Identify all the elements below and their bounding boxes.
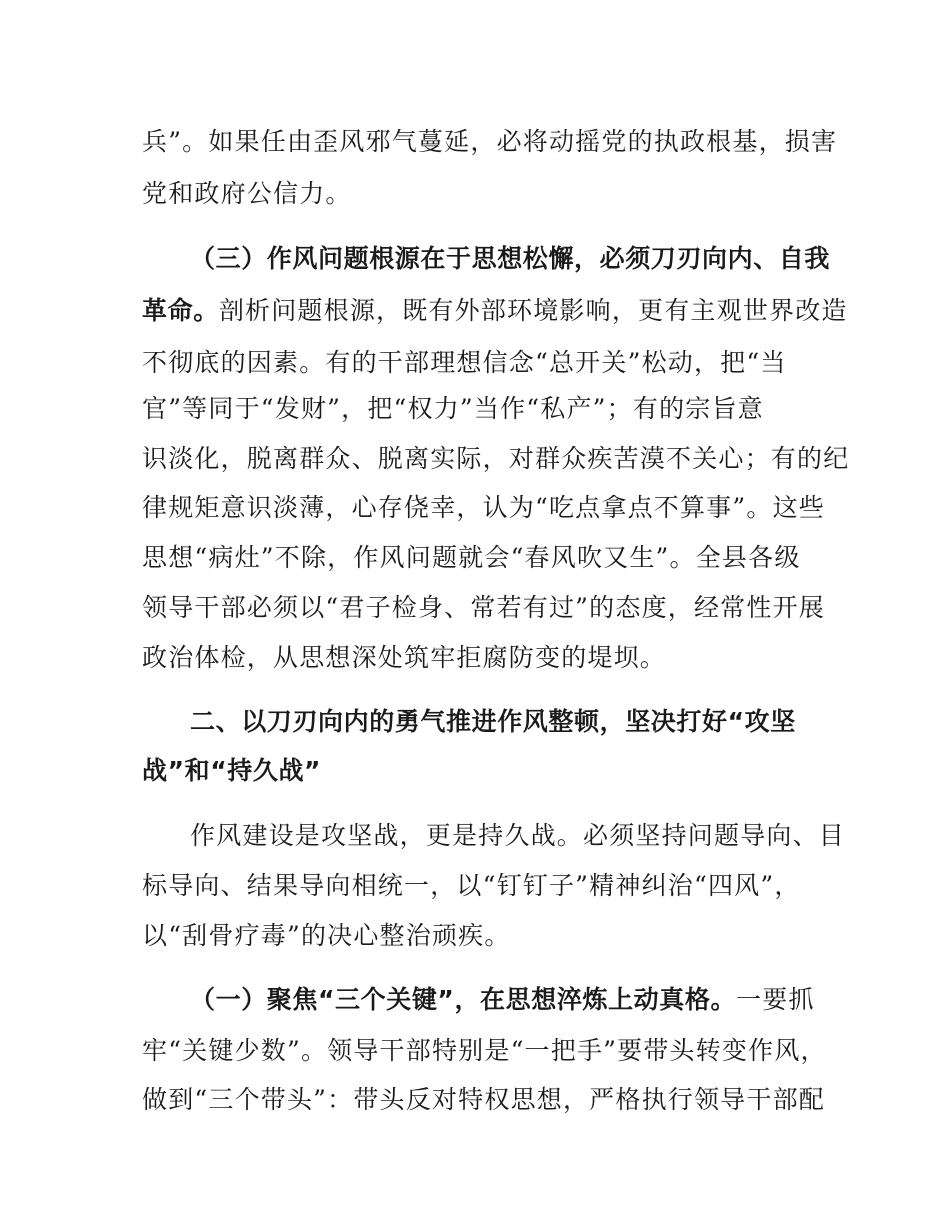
paragraph-line (190, 820, 880, 852)
body-text: 一要抓 (736, 985, 815, 1014)
paragraph-line (142, 642, 832, 674)
paragraph-line (142, 347, 832, 379)
subheading-line (190, 984, 880, 1016)
paragraph-line (142, 592, 832, 624)
body-text: 政治体检，从思想深处筑牢拒腐防变的堤坝。 (142, 643, 667, 672)
body-text: 剖析问题根源，既有外部环境影响，更有主观世界改造 (218, 296, 848, 325)
paragraph-line (142, 542, 832, 574)
body-text: 不彻底的因素。有的干部理想信念“总开关”松动，把“当 (142, 348, 787, 377)
body-text: 做到“三个带头”：带头反对特权思想，严格执行领导干部配 (142, 1085, 825, 1114)
section-heading-text: 二、以刀刃向内的勇气推进作风整顿，坚决打好“攻坚 (190, 707, 796, 736)
paragraph-line (142, 492, 832, 524)
body-text: 作风建设是攻坚战，更是持久战。必须坚持问题导向、目 (190, 821, 846, 850)
body-text: 党和政府公信力。 (142, 179, 352, 208)
body-text: 官”等同于“发财”，把“权力”当作“私产”；有的宗旨意 (142, 394, 764, 423)
body-text: 标导向、结果导向相统一，以“钉钉子”精神纠治“四风”， (142, 871, 801, 900)
body-text: 牢“关键少数”。领导干部特别是“一把手”要带头转变作风， (142, 1036, 827, 1065)
paragraph-line (142, 1084, 832, 1116)
section-heading-line (142, 755, 832, 787)
paragraph-line (142, 178, 832, 210)
paragraph-line (142, 393, 832, 425)
body-text: 领导干部必须以“君子检身、常若有过”的态度，经常性开展 (142, 593, 825, 622)
paragraph-line (142, 126, 838, 158)
paragraph-line (142, 870, 832, 902)
section-heading-text: 战”和“持久战” (142, 756, 322, 785)
body-text: 思想“病灶”不除，作风问题就会“春风吹又生”。全县各级 (142, 543, 801, 572)
subheading-line (190, 243, 880, 275)
body-text: 以“刮骨疗毒”的决心整治顽疾。 (142, 921, 511, 950)
body-text: 识淡化，脱离群众、脱离实际，对群众疾苦漠不关心；有的纪 (142, 444, 850, 473)
paragraph-line (142, 920, 832, 952)
subheading-text: 革命。 (142, 296, 219, 325)
paragraph-line (142, 443, 850, 475)
paragraph-line (142, 295, 848, 327)
paragraph-line (142, 1035, 832, 1067)
subheading-text: （三）作风问题根源在于思想松懈，必须刀刃向内、自我 (190, 244, 831, 273)
body-text: 律规矩意识淡薄，心存侥幸，认为“吃点拿点不算事”。这些 (142, 493, 825, 522)
section-heading-line (190, 706, 880, 738)
subheading-text: （一）聚焦“三个关键”，在思想淬炼上动真格。 (190, 985, 737, 1014)
body-text: 兵”。如果任由歪风邪气蔓延，必将动摇党的执政根基，损害 (142, 127, 838, 156)
